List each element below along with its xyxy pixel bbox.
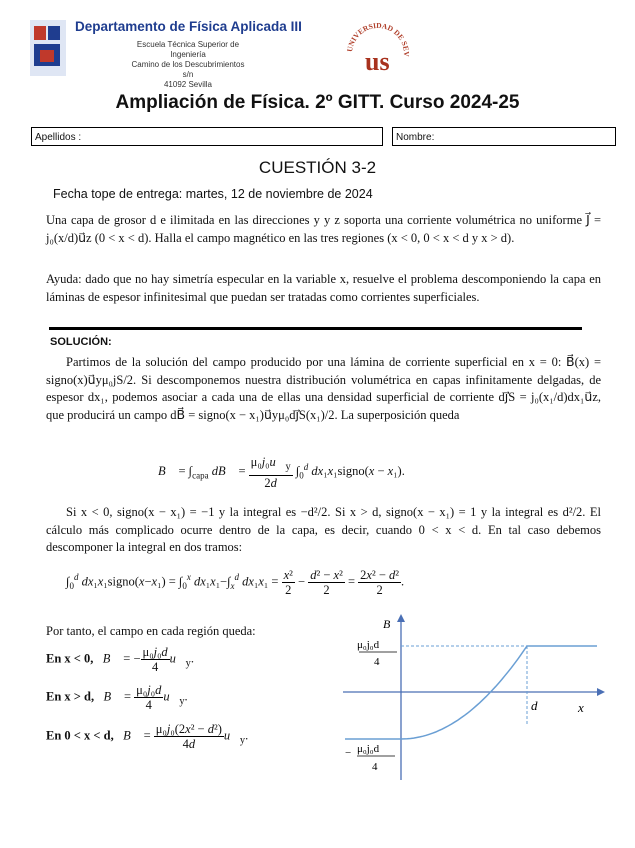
field-region-beyond: En x > d, B⃗ = $\frac{\text{μ₀j₀d}}{4}$ $u⃗_y$.: [46, 683, 188, 712]
top-value-num: μ₀j₀d: [357, 639, 380, 651]
department-name: Departamento de Física Aplicada III: [75, 19, 302, 34]
svg-text:−: −: [345, 747, 352, 759]
deadline: Fecha tope de entrega: martes, 12 de noviembre de 2024: [53, 187, 373, 201]
piecewise-integral: $\int_0^d$ dx₁x₁signo(x−x₁) = $\int_0^x$ $dx_1x_1-\int_x^d$ dx₁x₁ = $\frac{\text{x²}}{2}$ − $\frac{\text{d² − x²}}{2}$ = $\frac{\text{2x² − d²}}{2}$ .: [66, 568, 405, 597]
x-axis-arrow: [597, 688, 605, 696]
y-axis-label: B: [383, 617, 391, 631]
question-title: CUESTIÓN 3-2: [258, 158, 377, 177]
statement: Una capa de grosor d e ilimitada en las direcciones y y z soporta una corriente volumétrica no uniforme J⃗ = j₀(x/d)u⃗z (0 < x < d). Halla el campo magnético en las tres regiones (x < 0, 0 < x < d y x > d).: [46, 213, 601, 245]
solution-heading: SOLUCIÓN:: [50, 336, 112, 348]
name-field[interactable]: [392, 127, 616, 146]
field-region-inside: En 0 < x < d, B⃗ = $\frac{\text{μ₀j₀(2x² − d²)}}{4d}$ $u⃗_y$.: [46, 722, 249, 751]
name-label: Nombre:: [396, 132, 435, 143]
top-value-den: 4: [374, 656, 380, 668]
hint: Ayuda: dado que no hay simetría especular en la variable x, resuelve el problema descomponiendo la capa en láminas de espesor infinitesimal que puedan ser tratadas como corrientes superficiales.: [46, 272, 601, 304]
x-axis-label: x: [578, 700, 584, 715]
solution-paragraph-2: Si x < 0, signo(x − x₁) = −1 y la integral es −d²/2. Si x > d, signo(x − x₁) = 1 y la integral es d²/2. El cálculo más complicado ocurre dentro de la capa, es decir, cuando 0 < x < d. En tal caso debemos descomponer la integral en dos tramos:: [46, 505, 601, 554]
svg-text:us: us: [365, 47, 390, 76]
school-address: Escuela Técnica Superior de Ingeniería Camino de los Descubrimientos s/n 41092 Sevilla: [131, 40, 245, 89]
course-title: Ampliación de Física. 2º GITT. Curso 2024-25: [115, 92, 520, 113]
solution-paragraph-1: Partimos de la solución del campo producido por una lámina de corriente superficial en x = 0: B⃗(x) = signo(x)u⃗yμ₀jS/2. Si descomponemos nuestra distribución volumétrica en capas infinitamente delgadas, de espesor dx₁, podemos asociar a cada una de ellas una densidad superficial de corriente dj⃗S = j₀(x₁/d)dx₁u⃗z, que producirá un campo dB⃗ = signo(x − x₁)u⃗yμ₀dj⃗S(x₁)/2. La superposición queda: [46, 355, 601, 422]
superposition-equation: B⃗ = $\int_{capa}$ dB⃗ = $\frac{\mu_0j_0u⃗_y}{2d}$ $\int_0^d$ dx₁x₁signo(x − x₁).: [158, 455, 405, 490]
y-axis-arrow: [397, 614, 405, 622]
department-logo: [30, 20, 66, 76]
seal-text: UNIVERSIDAD DE SEV: [345, 20, 412, 57]
divider: [49, 327, 582, 330]
field-region-negative: En x < 0, B⃗ = − $\frac{\text{μ₀j₀d}}{4}$ $u⃗_y$.: [46, 645, 194, 674]
d-tick-label: d: [531, 698, 538, 713]
bottom-value-den: 4: [372, 761, 378, 773]
surname-label: Apellidos :: [35, 132, 82, 143]
surname-field[interactable]: [31, 127, 383, 146]
field-graph: [335, 612, 605, 782]
university-seal: [342, 14, 414, 86]
regions-intro: Por tanto, el campo en cada región queda:: [46, 624, 256, 638]
bottom-value-num: μ₀j₀d: [357, 743, 380, 755]
